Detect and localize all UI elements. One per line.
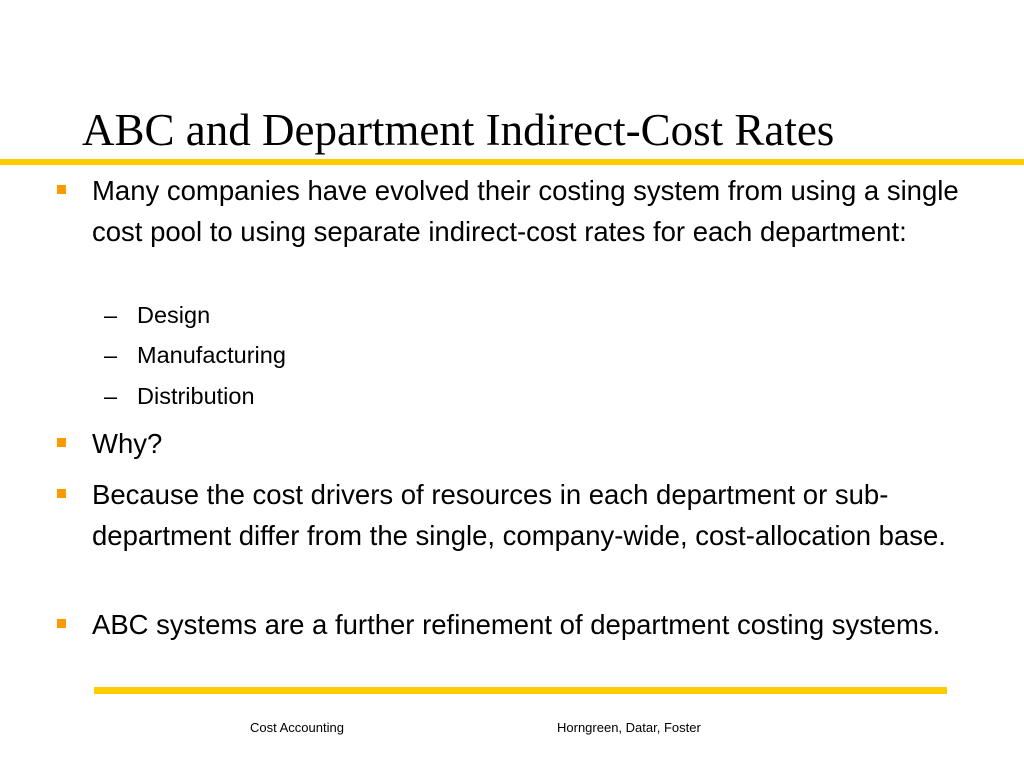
footer-left-text: Cost Accounting <box>250 720 344 735</box>
square-bullet-icon <box>57 619 66 628</box>
footer-right-text: Horngreen, Datar, Foster <box>557 720 701 735</box>
bullet-item <box>92 474 1012 556</box>
bullet-text: Because the cost drivers of resources in each department or sub-department differ from the single, company-wide, cost-allocation base. <box>92 479 946 551</box>
sub-bullet-item <box>104 300 937 330</box>
sub-bullet-text: Distribution <box>137 383 255 409</box>
sub-bullet-item <box>104 381 937 411</box>
square-bullet-icon <box>57 438 66 447</box>
bullet-item <box>92 604 1012 645</box>
dash-icon: – <box>104 342 118 368</box>
bullet-item <box>92 423 1012 464</box>
title-underline-rule <box>0 159 1024 165</box>
bullet-text: ABC systems are a further refinement of department costing systems. <box>92 609 941 640</box>
square-bullet-icon <box>57 185 66 194</box>
footer-rule <box>94 687 947 694</box>
slide-title: ABC and Department Indirect-Cost Rates <box>82 105 835 155</box>
bullet-item <box>92 170 1012 252</box>
bullet-text: Why? <box>92 428 163 459</box>
sub-bullet-text: Manufacturing <box>137 342 286 368</box>
dash-icon: – <box>104 383 118 409</box>
bullet-text: Many companies have evolved their costing system from using a single cost pool to using separate indirect-cost rates for each department: <box>92 175 959 247</box>
square-bullet-icon <box>57 489 66 498</box>
dash-icon: – <box>104 302 118 328</box>
sub-bullet-text: Design <box>137 302 211 328</box>
sub-bullet-item <box>104 340 937 370</box>
